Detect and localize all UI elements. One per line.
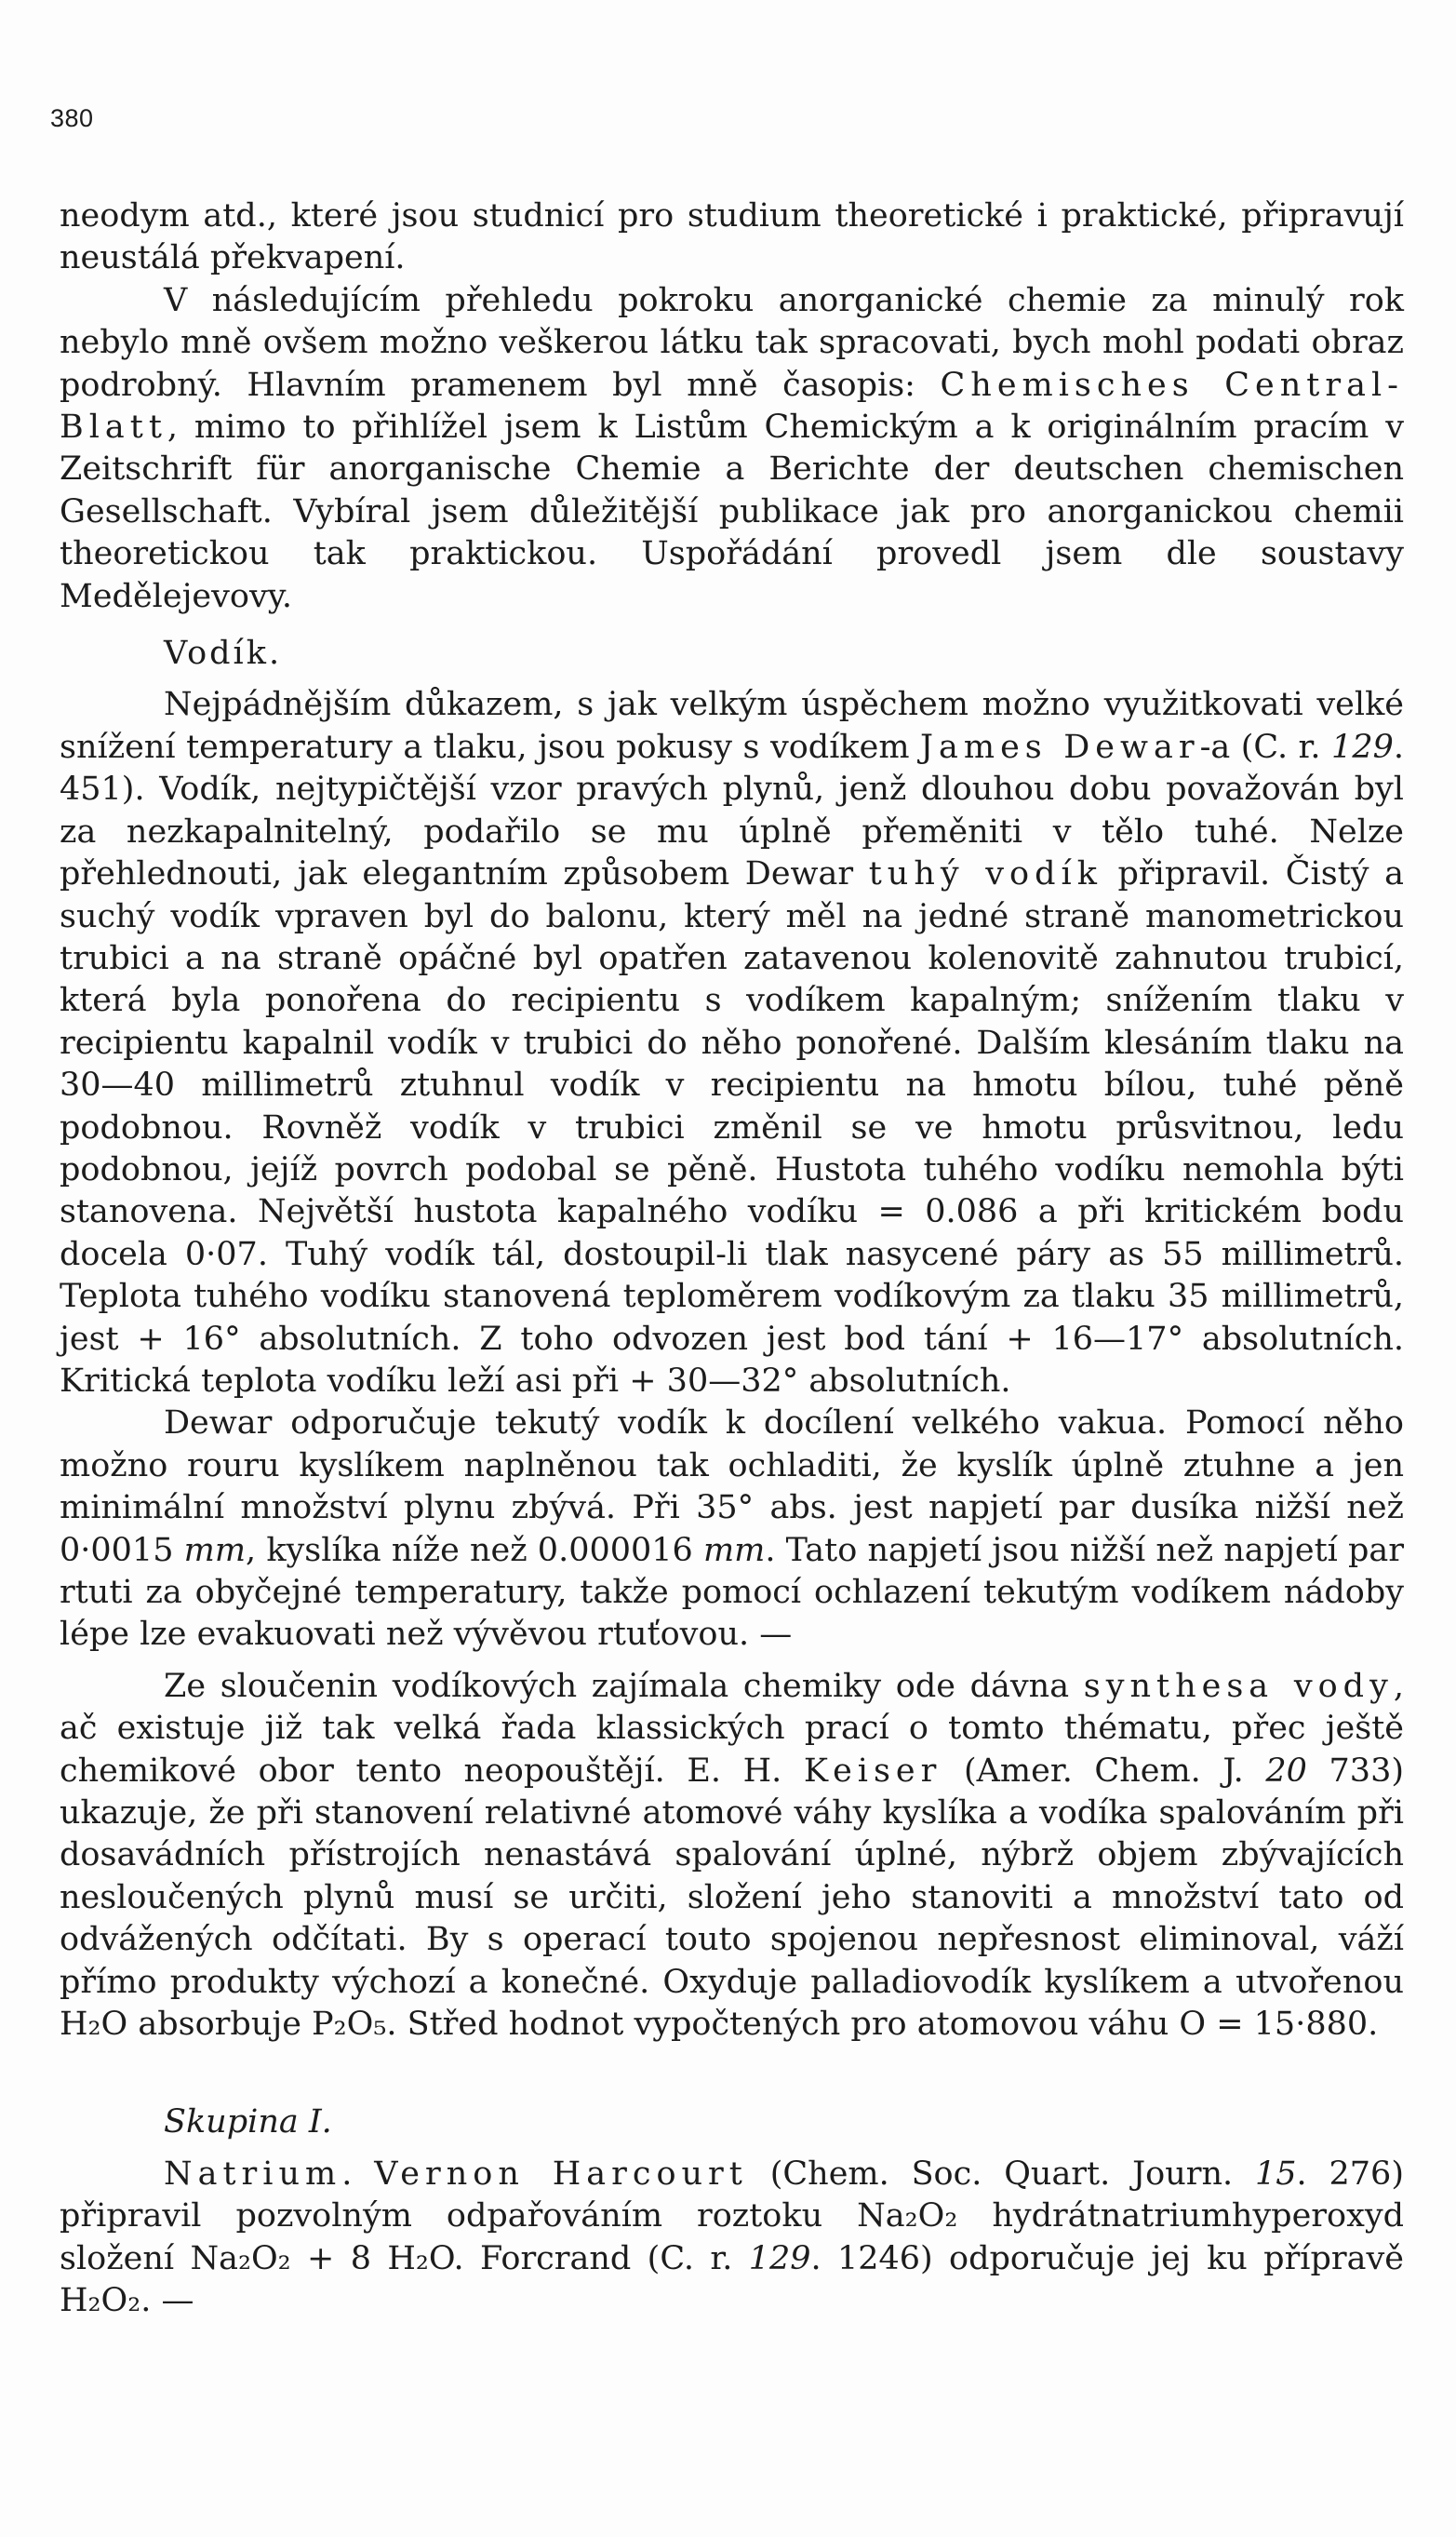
emphasized-term: tuhý vodík <box>868 855 1102 893</box>
element-name: Natrium <box>164 2154 342 2193</box>
unit-label: mm <box>183 1531 247 1569</box>
author-name: Keiser <box>803 1752 942 1790</box>
vodik-paragraph-2: Dewar odporučuje tekutý vodík k docílení velkého vakua. Pomocí něho možno rouru kyslíkem naplněnou tak ochladiti, že kyslík úplně ztuhne a jen minimální množství plynu zbývá. Při 35° abs. jest napjetí par dusíka nižší než 0·0015 mm, kyslíka níže než 0.000016 mm. Tato napjetí jsou nižší než napjetí par rtuti za obyčejné temperatury, takže pomocí ochlazení tekutým vodíkem nádoby lépe lze evakuovati než vývěvou rtuťovou. — <box>60 1404 1404 1654</box>
unit-label: mm <box>702 1531 766 1569</box>
volume-number: 20 <box>1265 1752 1307 1790</box>
body-text <box>60 195 1404 2323</box>
vodik-paragraph-3: Ze sloučenin vodíkových zajímala chemiky ode dávna synthesa vody, ač existuje již tak velká řada klassických prací o tomto thématu, přec ještě chemikové obor tento neopouštějí. E. H. Keiser (Amer. Chem. J. 20 733) ukazuje, že při stanovení relativné atomové váhy kyslíka a vodíka spalováním při dosavádních přístrojích nenastává spalování úplné, nýbrž objem zbývajících nesloučených plynů musí se určiti, složení jeho stanoviti a množství tato od odvážených odčítati. By s operací touto spojenou nepřesnost eliminoval, váží přímo produkty výchozí a konečné. Oxyduje palladiovodík kyslíkem a utvořenou H₂O absorbuje P₂O₅. Střed hodnot vypočtených pro atomovou váhu O = 15·880. <box>60 1667 1404 2044</box>
vodik-paragraph-1: Nejpádnějším důkazem, s jak velkým úspěchem možno využitkovati velké snížení temperatury a tlaku, jsou pokusy s vodíkem James Dewar-a (C. r. 129. 451). Vodík, nejtypičtější vzor pravých plynů, jenž dlouhou dobu považován byl za nezkapalnitelný, podařilo se mu úplně přeměniti v tělo tuhé. Nelze přehlednouti, jak elegantním způsobem Dewar tuhý vodík připravil. Čistý a suchý vodík vpraven byl do balonu, který měl na jedné straně manometrickou trubici a na straně opáčné byl opatřen zatavenou kolenovitě zahnutou trubicí, která byla ponořena do recipientu s vodíkem kapalným; snížením tlaku v recipientu kapalnil vodík v trubici do něho ponořené. Dalším klesáním tlaku na 30—40 millimetrů ztuhnul vodík v recipientu na hmotu bílou, tuhé pěně podobnou. Rovněž vodík v trubici změnil se ve hmotu průsvitnou, ledu podobnou, jejíž povrch podobal se pěně. Hustota tuhého vodíku nemohla býti stanovena. Největší hustota kapalného vodíku = 0.086 a při kritickém bodu docela 0·07. Tuhý vodík tál, dostoupil-li tlak nasycené páry as 55 millimetrů. Teplota tuhého vodíku stanovená teploměrem vodíkovým za tlaku 35 millimetrů, jest + 16° absolutních. Z toho odvozen jest bod tání + 16—17° absolutních. Kritická teplota vodíku leží asi při + 30—32° absolutních. <box>60 686 1404 1400</box>
section-heading-vodik: Vodík. <box>164 635 283 673</box>
volume-number: 15 <box>1254 2154 1297 2193</box>
emphasized-term: synthesa vody <box>1083 1667 1394 1705</box>
volume-number: 129 <box>748 2239 811 2277</box>
page-number: 380 <box>50 104 94 132</box>
intro-paragraph-2: V následujícím přehledu pokroku anorganické chemie za minulý rok nebylo mně ovšem možno veškerou látku tak spracovati, bych mohl podati obraz podrobný. Hlavním pramenem byl mně časopis: Chemisches Central-Blatt, mimo to přihlížel jsem k Listům Chemickým a k originálním pracím v Zeitschrift für anorganische Chemie a Berichte der deutschen chemischen Gesellschaft. Vybíral jsem důležitější publikace jak pro anorganickou chemii theoretickou tak praktickou. Uspořádání provedl jsem dle soustavy Medělejevovy. <box>60 281 1404 615</box>
section-heading-skupina: Skupina I. <box>164 2103 332 2141</box>
intro-paragraph-1: neodym atd., které jsou studnicí pro studium theoretické i praktické, připravují neustálá překvapení. <box>60 197 1404 277</box>
journal-name: Chemisches Central-Blatt <box>60 366 1404 447</box>
skupina-paragraph-1: Natrium. Vernon Harcourt (Chem. Soc. Quart. Journ. 15. 276) připravil pozvolným odpařováním roztoku Na₂O₂ hydrátnatriumhyperoxyd složení Na₂O₂ + 8 H₂O. Forcrand (C. r. 129. 1246) odporučuje jej ku přípravě H₂O₂. — <box>60 2154 1404 2320</box>
author-name: James Dewar <box>920 728 1200 766</box>
volume-number: 129 <box>1331 728 1394 766</box>
author-name: Vernon Harcourt <box>374 2154 748 2193</box>
